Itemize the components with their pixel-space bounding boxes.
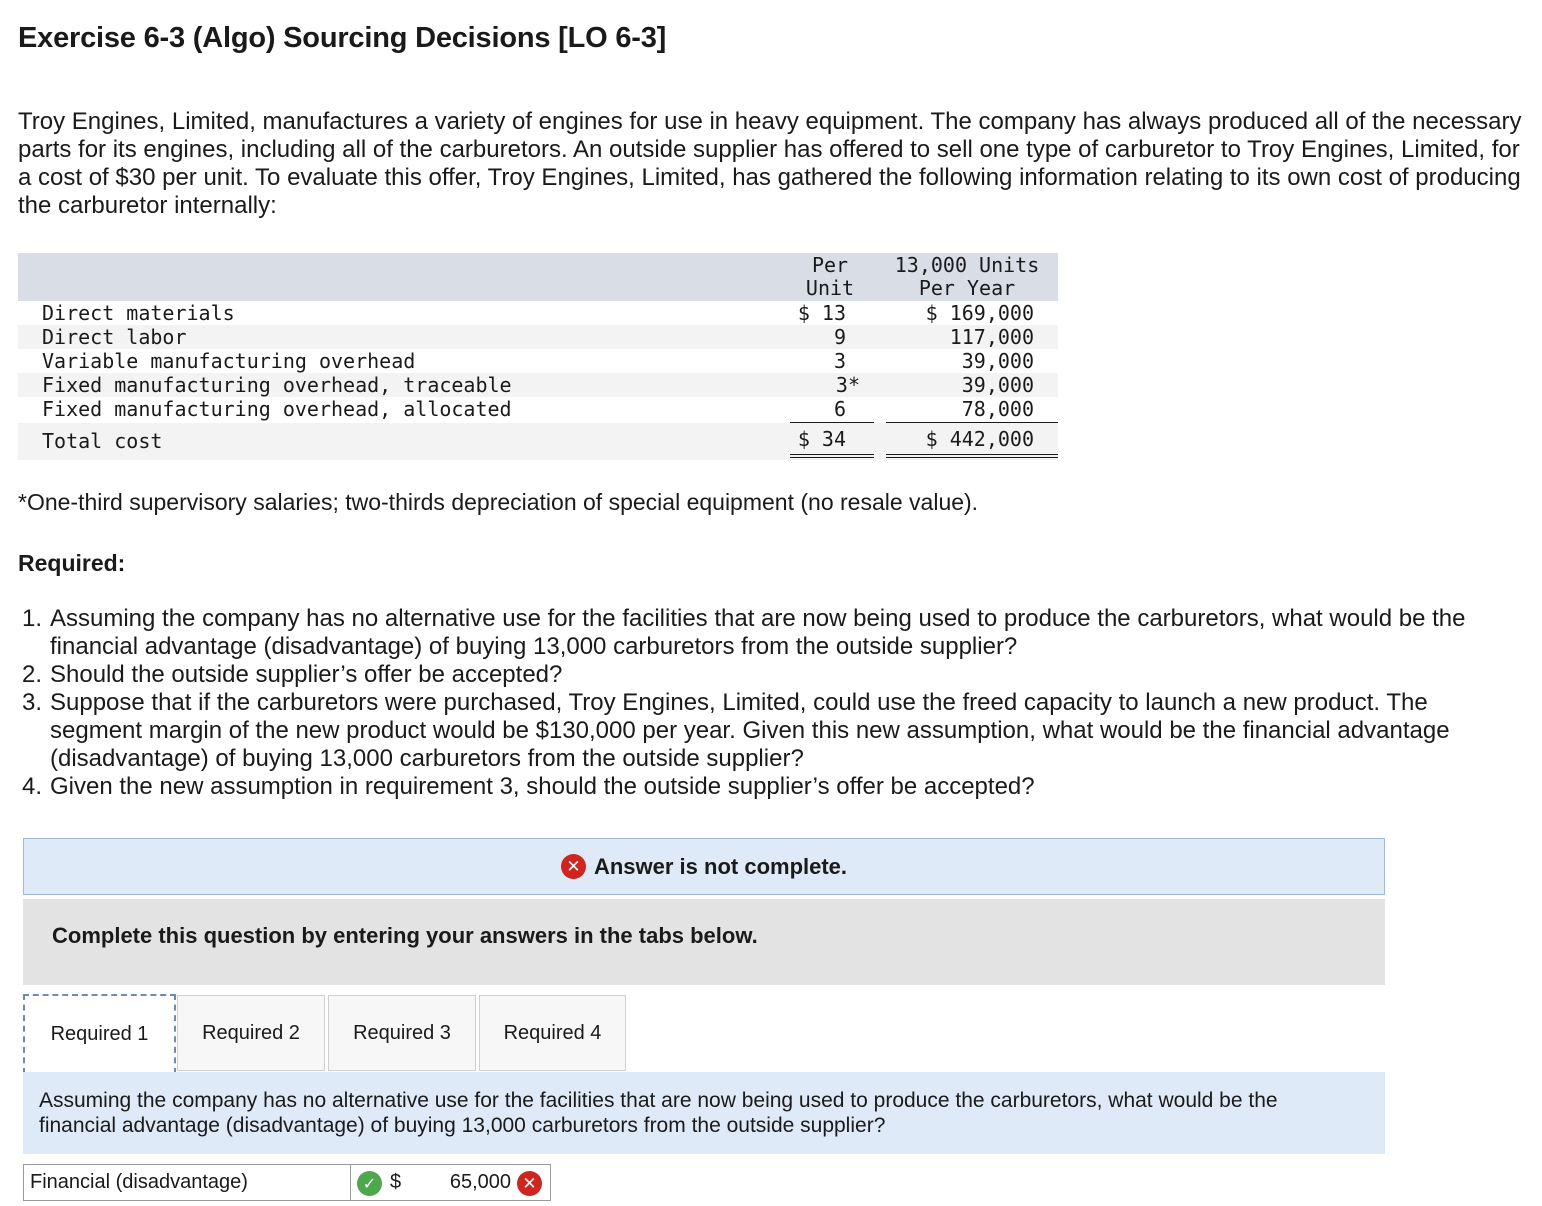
row-label: Variable manufacturing overhead xyxy=(42,349,416,373)
req-text: Should the outside supplier’s offer be accepted? xyxy=(50,661,563,688)
tab-label: Required 4 xyxy=(503,1021,602,1044)
row-per-unit: 6 xyxy=(833,397,846,421)
req-text: Assuming the company has no alternative use for the facilities that are now being used to produce the carburetors, what would be the financial advantage (disadvantage) of buying 13,000 carburetors from the outside supplier? xyxy=(50,605,1466,660)
answer-status-text: Answer is not complete. xyxy=(593,853,848,879)
requirements-list xyxy=(22,605,1522,801)
table-row xyxy=(18,373,1058,397)
header-per-unit-line1: Per xyxy=(811,253,849,277)
question-text: Assuming the company has no alternative use for the facilities that are now being used to produce the carburetors, what would be the financial advantage (disadvantage) of buying 13,000 carburetors from the outside supplier? xyxy=(39,1089,1278,1137)
list-item xyxy=(22,605,1522,661)
total-double-rule-per-unit-2 xyxy=(790,457,874,458)
required-heading: Required: xyxy=(18,550,126,576)
cost-table xyxy=(18,253,1058,459)
cost-table-header xyxy=(18,253,1058,301)
tab-required-4[interactable] xyxy=(479,995,626,1071)
answer-status-banner xyxy=(23,838,1385,895)
req-number: 3. xyxy=(22,689,43,716)
tab-label: Required 1 xyxy=(50,1022,149,1045)
header-per-unit-line2: Unit xyxy=(805,276,855,300)
total-double-rule-per-year-2 xyxy=(886,457,1058,458)
row-label: Direct materials xyxy=(42,301,235,325)
problem-intro: Troy Engines, Limited, manufactures a variety of engines for use in heavy equipment. The company has always produced all of the necessary parts for its engines, including all of the carburetors. An outside supplier has offered to sell one type of carburetor to Troy Engines, Limited, for a cost of $30 per unit. To evaluate this offer, Troy Engines, Limited, has gathered the following information relating to its own cost of producing the carburetor internally: xyxy=(18,108,1522,219)
req-number: 2. xyxy=(22,661,43,688)
table-row xyxy=(18,349,1058,373)
instruction-panel xyxy=(23,899,1385,985)
exercise-title: Exercise 6-3 (Algo) Sourcing Decisions [LO 6-3] xyxy=(18,22,667,54)
req-number: 1. xyxy=(22,605,43,632)
header-per-year xyxy=(882,254,1052,300)
row-per-year: 39,000 xyxy=(961,373,1034,397)
tab-required-3[interactable] xyxy=(328,995,476,1071)
header-per-year-line2: Per Year xyxy=(918,276,1016,300)
check-circle-icon: ✓ xyxy=(357,1171,382,1196)
header-per-unit xyxy=(792,254,868,300)
total-label: Total cost xyxy=(42,429,163,453)
answer-row xyxy=(23,1164,551,1201)
row-per-unit: 3 xyxy=(833,349,846,373)
answer-value-input[interactable] xyxy=(407,1168,513,1197)
row-per-year: 78,000 xyxy=(961,397,1034,421)
req-text: Given the new assumption in requirement 3, should the outside supplier’s offer be accepted? xyxy=(50,773,1035,800)
tab-required-2[interactable] xyxy=(177,995,325,1071)
table-row xyxy=(18,397,1058,421)
answer-label-cell[interactable] xyxy=(24,1165,351,1200)
total-per-unit: $ 34 xyxy=(797,427,846,451)
question-panel xyxy=(23,1072,1385,1154)
x-circle-icon: ✕ xyxy=(561,854,586,879)
table-row xyxy=(18,301,1058,325)
tab-label: Required 3 xyxy=(353,1021,451,1044)
row-per-year: 117,000 xyxy=(949,325,1034,349)
row-label: Direct labor xyxy=(42,325,187,349)
table-row xyxy=(18,325,1058,349)
tab-label: Required 2 xyxy=(202,1021,300,1044)
row-per-unit: 9 xyxy=(833,325,846,349)
total-double-rule-per-unit xyxy=(790,454,874,455)
list-item xyxy=(22,661,1522,689)
x-circle-icon: ✕ xyxy=(517,1171,542,1196)
row-per-unit: 3* xyxy=(835,373,860,397)
total-per-year: $ 442,000 xyxy=(925,427,1034,451)
list-item xyxy=(22,773,1522,801)
currency-symbol: $ xyxy=(390,1171,402,1193)
row-label: Fixed manufacturing overhead, traceable xyxy=(42,373,512,397)
row-per-year: $ 169,000 xyxy=(925,301,1034,325)
instruction-text: Complete this question by entering your answers in the tabs below. xyxy=(52,923,758,948)
row-per-unit: $ 13 xyxy=(797,301,846,325)
answer-label: Financial (disadvantage) xyxy=(30,1171,248,1193)
total-double-rule-per-year xyxy=(886,454,1058,455)
list-item xyxy=(22,689,1522,773)
row-label: Fixed manufacturing overhead, allocated xyxy=(42,397,512,421)
header-per-year-line1: 13,000 Units xyxy=(894,253,1040,277)
req-number: 4. xyxy=(22,773,43,800)
row-per-year: 39,000 xyxy=(961,349,1034,373)
req-text: Suppose that if the carburetors were purchased, Troy Engines, Limited, could use the freed capacity to launch a new product. The segment margin of the new product would be $130,000 per year. Given this new assumption, what would be the financial advantage (disadvantage) of buying 13,000 carburetors from the outside supplier? xyxy=(50,689,1450,772)
table-footnote: *One-third supervisory salaries; two-thirds depreciation of special equipment (no resale value). xyxy=(18,489,979,515)
tab-required-1[interactable] xyxy=(23,994,176,1074)
